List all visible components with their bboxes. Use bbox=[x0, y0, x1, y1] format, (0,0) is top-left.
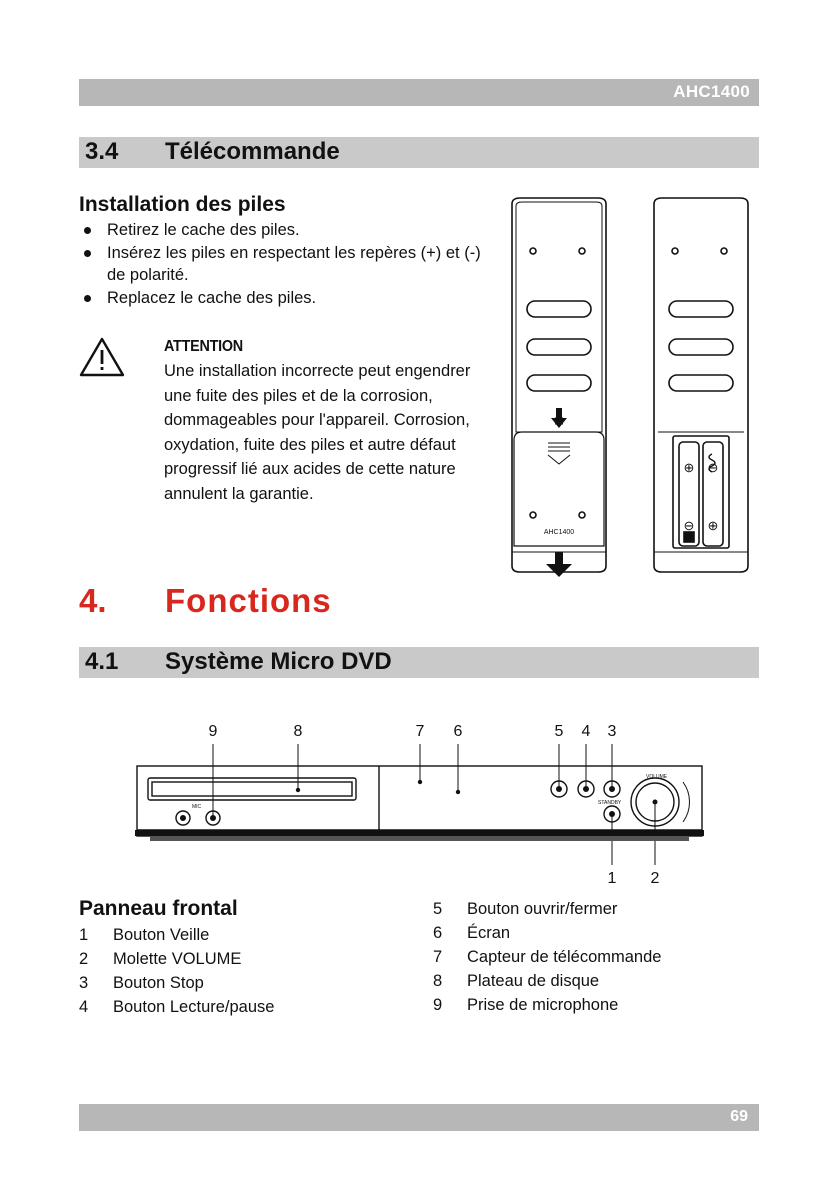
list-item bbox=[433, 969, 661, 993]
section-title: Télécommande bbox=[165, 138, 340, 165]
footer-bar bbox=[79, 1104, 759, 1131]
front-panel-list-left bbox=[79, 923, 274, 1019]
item-label: Prise de microphone bbox=[467, 996, 619, 1014]
installation-heading: Installation des piles bbox=[79, 193, 286, 216]
section-4-1-bar bbox=[79, 647, 759, 678]
attention-label: ATTENTION bbox=[164, 338, 243, 355]
callout-9: 9 bbox=[208, 723, 218, 740]
minus-sign: ⊖ bbox=[707, 460, 719, 475]
item-label: Capteur de télécommande bbox=[467, 948, 662, 966]
item-number: 9 bbox=[433, 996, 443, 1014]
callout-6: 6 bbox=[453, 723, 463, 740]
list-item bbox=[79, 947, 274, 971]
item-number: 5 bbox=[433, 900, 443, 918]
page-number: 69 bbox=[730, 1108, 748, 1125]
panel-label-volume: VOLUME bbox=[646, 774, 668, 780]
model-label: AHC1400 bbox=[673, 82, 750, 101]
dvd-front-panel-illustration bbox=[130, 720, 710, 890]
chapter-number: 4. bbox=[79, 582, 107, 619]
list-item bbox=[433, 993, 661, 1017]
item-number: 1 bbox=[79, 926, 89, 944]
warning-triangle-icon bbox=[79, 337, 125, 377]
list-item: Replacez le cache des piles. bbox=[79, 287, 489, 310]
item-number: 8 bbox=[433, 972, 443, 990]
callout-4: 4 bbox=[581, 723, 591, 740]
item-number: 6 bbox=[433, 924, 443, 942]
chapter-title: Fonctions bbox=[165, 582, 332, 619]
item-label: Molette VOLUME bbox=[113, 950, 242, 968]
list-item bbox=[433, 921, 661, 945]
item-label: Plateau de disque bbox=[467, 972, 600, 990]
front-panel-list-right bbox=[433, 897, 661, 1017]
callout-8: 8 bbox=[293, 723, 303, 740]
section-number: 3.4 bbox=[85, 138, 119, 165]
list-item bbox=[433, 945, 661, 969]
section-3-4-bar bbox=[79, 137, 759, 168]
item-number: 4 bbox=[79, 998, 89, 1016]
list-item bbox=[433, 897, 661, 921]
item-number: 2 bbox=[79, 950, 89, 968]
callout-2: 2 bbox=[650, 870, 660, 887]
section-title: Système Micro DVD bbox=[165, 648, 392, 675]
item-label: Bouton Lecture/pause bbox=[113, 998, 275, 1016]
callout-7: 7 bbox=[415, 723, 425, 740]
callout-3: 3 bbox=[607, 723, 617, 740]
remote-model-label: AHC1400 bbox=[543, 529, 575, 536]
list-item: Insérez les piles en respectant les repères (+) et (-) de polarité. bbox=[79, 242, 489, 287]
list-item bbox=[79, 971, 274, 995]
item-label: Bouton ouvrir/fermer bbox=[467, 900, 618, 918]
installation-steps bbox=[79, 219, 489, 309]
item-number: 3 bbox=[79, 974, 89, 992]
panel-label-mic: MIC bbox=[192, 804, 202, 810]
item-label: Bouton Stop bbox=[113, 974, 204, 992]
front-panel-heading: Panneau frontal bbox=[79, 897, 238, 920]
item-number: 7 bbox=[433, 948, 443, 966]
callout-1: 1 bbox=[607, 870, 617, 887]
chapter-heading bbox=[79, 582, 332, 620]
panel-label-standby: STANDBY bbox=[598, 800, 622, 806]
list-item bbox=[79, 995, 274, 1019]
attention-block bbox=[164, 338, 484, 506]
header-bar bbox=[79, 79, 759, 106]
callout-5: 5 bbox=[554, 723, 564, 740]
list-item: Retirez le cache des piles. bbox=[79, 219, 489, 242]
attention-text: Une installation incorrecte peut engendrer une fuite des piles et de la corrosion, dommageables pour l'appareil. Corrosion, oxydation, fuite des piles et autre défaut progressif lié aux acides de cette nature annulent la garantie. bbox=[164, 362, 471, 503]
section-number: 4.1 bbox=[85, 648, 119, 675]
minus-sign: ⊖ bbox=[683, 518, 695, 533]
item-label: Écran bbox=[467, 924, 511, 942]
list-item bbox=[79, 923, 274, 947]
plus-sign: ⊕ bbox=[707, 518, 719, 533]
plus-sign: ⊕ bbox=[683, 460, 695, 475]
remote-battery-illustration bbox=[500, 196, 760, 578]
item-label: Bouton Veille bbox=[113, 926, 210, 944]
